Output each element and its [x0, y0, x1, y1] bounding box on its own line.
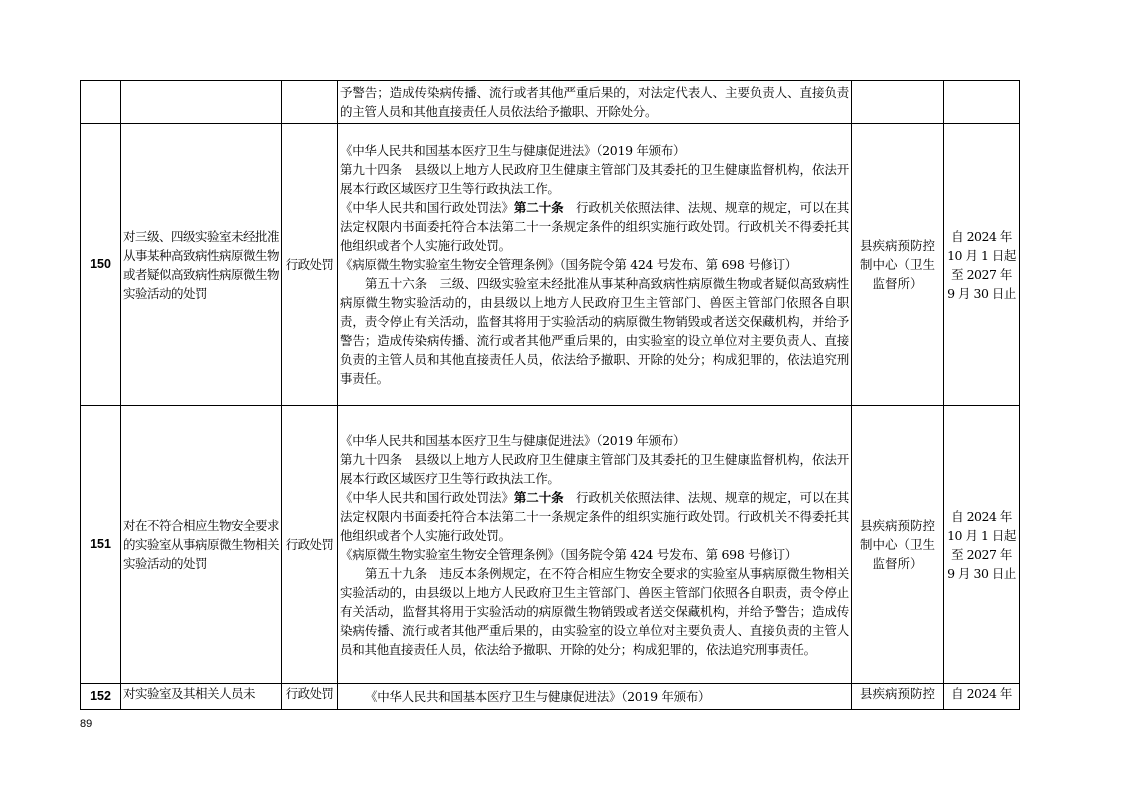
basis-paragraph: 第五十九条 违反本条例规定，在不符合相应生物安全要求的实验室从事病原微生物相关实验活动的，由县级以上地方人民政府卫生主管部门、兽医主管部门依照各自职责，责令停止有关活动，监督其将用于实验活动的病原微生物销毁或者送交保藏机构，并给予警告；造成传染病传播、流行或者其他严重后果的，由实验室的设立单位对主要负责人、直接负责的主管人员和其他直接责任人员，依法给予撤职、开除的处分；构成犯罪的，依法追究刑事责任。 — [340, 565, 849, 657]
implementing-unit: 县疾病预防控 — [852, 684, 944, 710]
basis-paragraph: 第九十四条 县级以上地方人民政府卫生健康主管部门及其委托的卫生健康监督机构，依法开展本行政区域医疗卫生等行政执法工作。 — [340, 162, 849, 196]
enforcement-table — [80, 80, 1020, 710]
basis-paragraph: 《中华人民共和国行政处罚法》第二十条 行政机关依照法律、法规、规章的规定，可以在其法定权限内书面委托符合本法第二十一条规定条件的组织实施行政处罚。行政机关不得委托其他组织或者个人实施行政处罚。 — [340, 489, 849, 543]
basis-paragraph: 《中华人民共和国行政处罚法》第二十条 行政机关依照法律、法规、规章的规定，可以在其法定权限内书面委托符合本法第二十一条规定条件的组织实施行政处罚。行政机关不得委托其他组织或者个人实施行政处罚。 — [340, 200, 849, 253]
basis-paragraph: 《中华人民共和国基本医疗卫生与健康促进法》（2019 年颁布） — [340, 143, 686, 158]
implementing-unit: 县疾病预防控制中心（卫生监督所） — [852, 406, 944, 684]
table-row — [81, 124, 1020, 406]
basis-paragraph: 予警告；造成传染病传播、流行或者其他严重后果的，对法定代表人、主要负责人、直接负责的主管人员和其他直接责任人员依法给予撤职、开除处分。 — [340, 85, 849, 119]
entrustment-period: 自 2024 年 10 月 1 日起至 2027 年 9 月 30 日止 — [944, 406, 1020, 684]
row-number: 150 — [81, 124, 121, 406]
row-number: 152 — [81, 684, 121, 710]
item-type: 行政处罚 — [282, 406, 338, 684]
page-number: 89 — [80, 718, 93, 730]
legal-basis — [338, 124, 852, 406]
implementing-unit: 县疾病预防控制中心（卫生监督所） — [852, 124, 944, 406]
entrustment-period — [944, 81, 1020, 124]
basis-paragraph: 《中华人民共和国基本医疗卫生与健康促进法》（2019 年颁布） — [340, 432, 686, 448]
table-row — [81, 684, 1020, 710]
table-row — [81, 406, 1020, 684]
entrustment-period: 自 2024 年 10 月 1 日起至 2027 年 9 月 30 日止 — [944, 124, 1020, 406]
item-type — [282, 81, 338, 124]
row-number: 151 — [81, 406, 121, 684]
legal-basis — [338, 684, 852, 710]
legal-basis — [338, 81, 852, 124]
item-name: 对在不符合相应生物安全要求的实验室从事病原微生物相关实验活动的处罚 — [121, 406, 282, 684]
table-row — [81, 81, 1020, 124]
row-number — [81, 81, 121, 124]
implementing-unit — [852, 81, 944, 124]
item-name: 对实验室及其相关人员未 — [121, 684, 282, 710]
item-name — [121, 81, 282, 124]
basis-paragraph: 第九十四条 县级以上地方人民政府卫生健康主管部门及其委托的卫生健康监督机构，依法开展本行政区域医疗卫生等行政执法工作。 — [340, 451, 849, 486]
basis-paragraph: 《病原微生物实验室生物安全管理条例》（国务院令第 424 号发布、第 698 号修订） — [340, 546, 797, 562]
item-type: 行政处罚 — [282, 124, 338, 406]
item-name: 对三级、四级实验室未经批准从事某种高致病性病原微生物或者疑似高致病性病原微生物实验活动的处罚 — [121, 124, 282, 406]
item-type: 行政处罚 — [282, 684, 338, 710]
basis-paragraph: 第五十六条 三级、四级实验室未经批准从事某种高致病性病原微生物或者疑似高致病性病原微生物实验活动的，由县级以上地方人民政府卫生主管部门、兽医主管部门依照各自职责，责令停止有关活动，监督其将用于实验活动的病原微生物销毁或者送交保藏机构，并给予警告；造成传染病传播、流行或者其他严重后果的，由实验室的设立单位对主要负责人、直接负责的主管人员和其他直接责任人员，依法给予撤职、开除的处分；构成犯罪的，依法追究刑事责任。 — [340, 276, 849, 386]
basis-paragraph: 《病原微生物实验室生物安全管理条例》（国务院令第 424 号发布、第 698 号修订） — [340, 257, 797, 272]
legal-basis — [338, 406, 852, 684]
basis-paragraph: 《中华人民共和国基本医疗卫生与健康促进法》（2019 年颁布） — [365, 689, 711, 704]
entrustment-period: 自 2024 年 — [944, 684, 1020, 710]
